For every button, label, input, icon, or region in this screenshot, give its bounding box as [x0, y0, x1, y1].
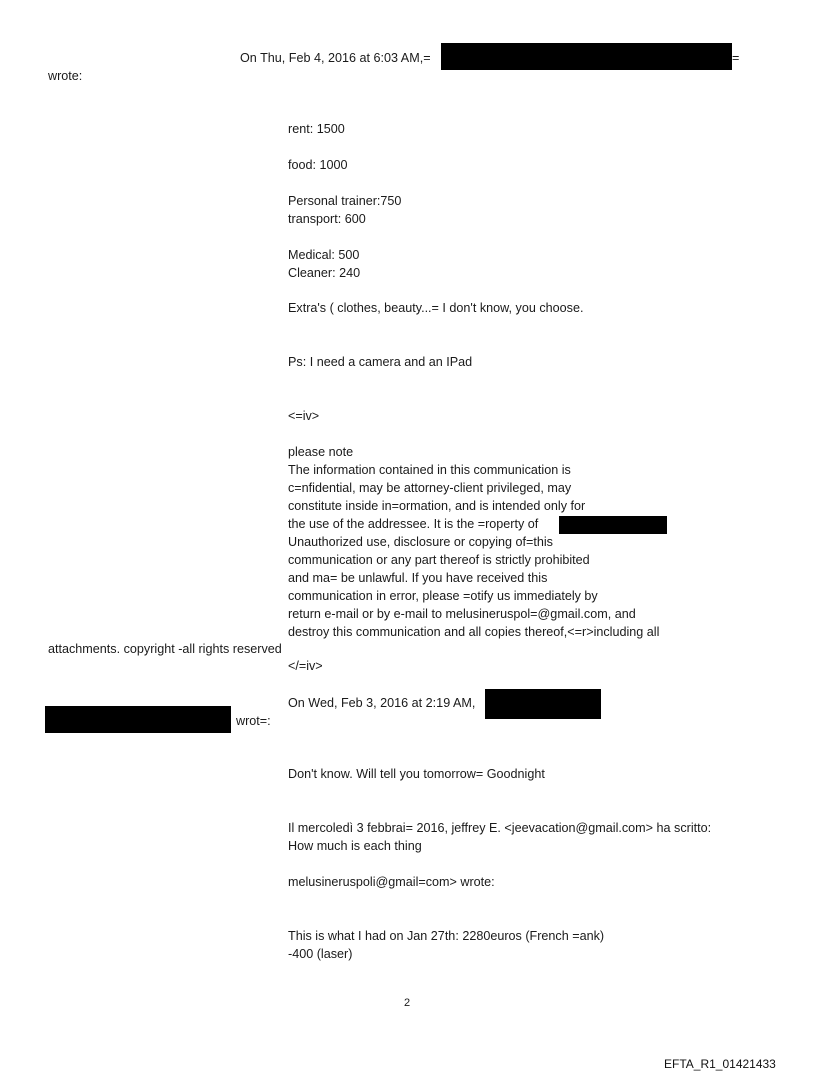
thread-melusine: melusineruspoli@gmail=com> wrote: [288, 875, 495, 889]
thread-how-much: How much is each thing [288, 839, 422, 853]
div-open-tag: <=iv> [288, 409, 320, 423]
disclaimer-line: please note [288, 445, 354, 459]
budget-medical: Medical: 500 [288, 248, 360, 262]
disclaimer-line: Unauthorized use, disclosure or copying of=this [288, 535, 553, 549]
disclaimer-line: The information contained in this communication is [288, 463, 571, 477]
thread-laser: -400 (laser) [288, 947, 353, 961]
disclaimer-line: and ma= be unlawful. If you have received this [288, 571, 548, 585]
disclaimer-line: return e-mail or by e-mail to melusineruspol=@gmail.com, and [288, 607, 636, 621]
header-eq-tail: = [732, 51, 740, 65]
budget-rent: rent: 1500 [288, 122, 345, 136]
budget-extras: Extra's ( clothes, beauty...= I don't know, you choose. [288, 301, 584, 315]
reply-date-line: On Wed, Feb 3, 2016 at 2:19 AM, [288, 696, 476, 710]
thread-dont-know: Don't know. Will tell you tomorrow= Goodnight [288, 767, 545, 781]
disclaimer-line: communication or any part thereof is strictly prohibited [288, 553, 590, 567]
thread-jan27: This is what I had on Jan 27th: 2280euros (French =ank) [288, 929, 605, 943]
budget-ps: Ps: I need a camera and an IPad [288, 355, 473, 369]
redaction-block [559, 516, 667, 534]
budget-transport: transport: 600 [288, 212, 366, 226]
div-close-tag: </=iv> [288, 659, 323, 673]
redaction-block [485, 689, 601, 719]
budget-food: food: 1000 [288, 158, 348, 172]
redaction-block [45, 706, 231, 733]
budget-cleaner: Cleaner: 240 [288, 266, 361, 280]
document-id: EFTA_R1_01421433 [664, 1057, 776, 1071]
header-date-line: On Thu, Feb 4, 2016 at 6:03 AM,= [240, 51, 431, 65]
redaction-block [441, 43, 732, 70]
thread-italian-line: Il mercoledì 3 febbrai= 2016, jeffrey E. <jeevacation@gmail.com> ha scritto: [288, 821, 712, 835]
disclaimer-line: c=nfidential, may be attorney-client privileged, may [288, 481, 572, 495]
header-wrote: wrote: [48, 69, 83, 83]
reply-wrote: wrot=: [236, 714, 271, 728]
disclaimer-overflow: attachments. copyright -all rights reserved [48, 642, 282, 656]
disclaimer-line: destroy this communication and all copies thereof,<=r>including all [288, 625, 660, 639]
disclaimer-line: the use of the addressee. It is the =roperty of [288, 517, 539, 531]
budget-trainer: Personal trainer:750 [288, 194, 402, 208]
disclaimer-line: constitute inside in=ormation, and is intended only for [288, 499, 586, 513]
disclaimer-line: communication in error, please =otify us immediately by [288, 589, 598, 603]
page-number: 2 [404, 997, 411, 1009]
